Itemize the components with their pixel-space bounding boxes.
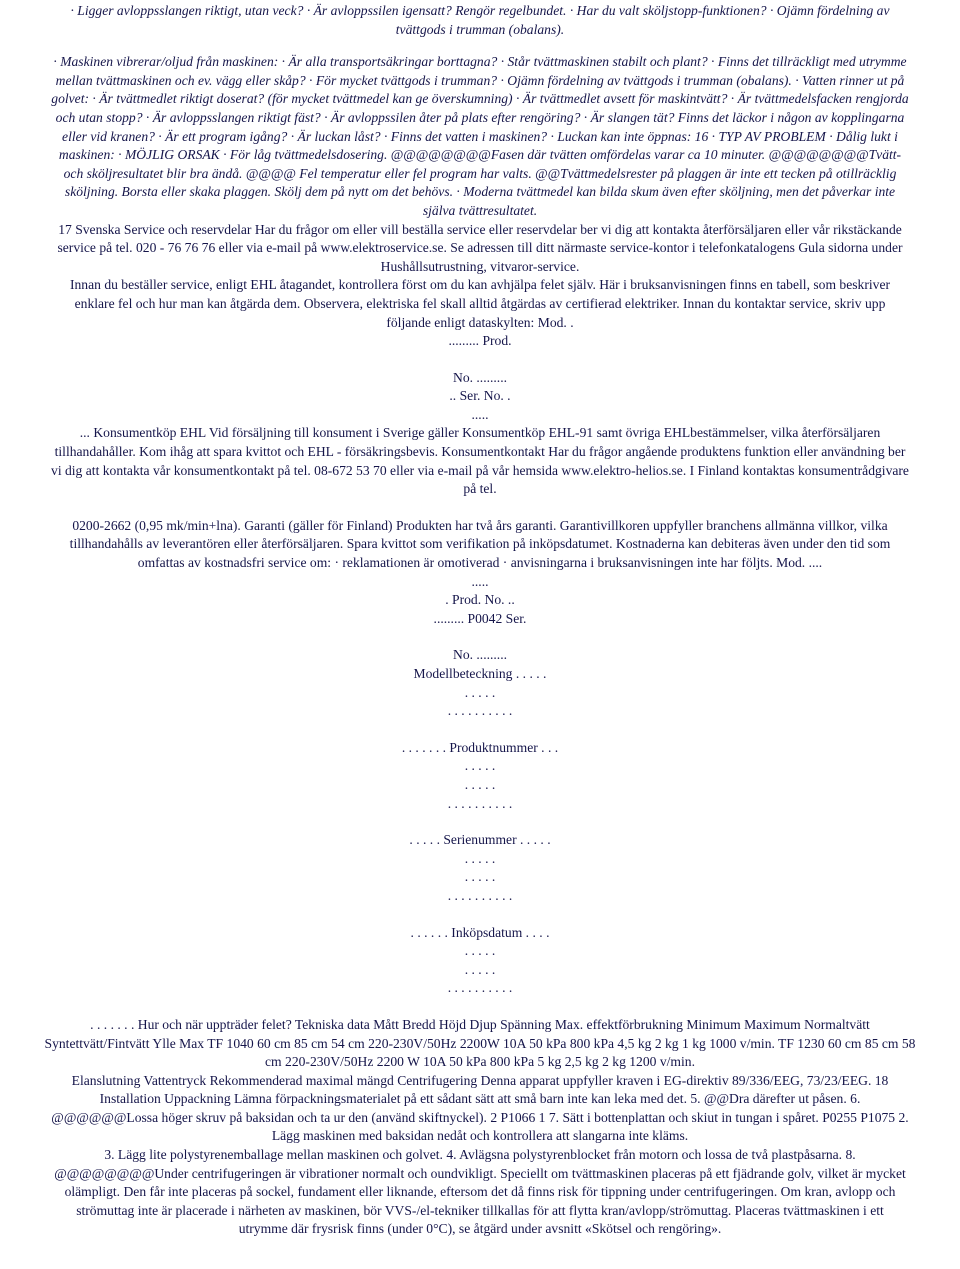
product-number-form: . . . . . . . Produktnummer . . . . . . . . . . . . . . . . . . . . . . . — [401, 739, 559, 811]
troubleshooting-drain-paragraph: · Ligger avloppsslangen riktigt, utan veck? · Är avloppssilen igensatt? Rengör regelbundet. · Har du valt sköljstopp-funktionen? · Ojämn fördelning av tvättgods i trumman (obalans). — [70, 3, 890, 37]
serial-number-lines: No. ......... .. Ser. No. . ..... — [449, 369, 511, 422]
consumer-purchase-paragraph: ... Konsumentköp EHL Vid försäljning till konsument i Sverige gäller Konsumentköp EHL-91 samt övriga EHLbestämmelser, vilka återförsäljaren tillhandahåller. Kom ihåg att spara kvittot och EHL - försäkringsbevis. Konsumentkontakt Har du frågor angående produktens funktion eller användning ber vi dig att kontakta vår konsumentkontakt på tel. 08-672 53 70 eller via e-mail på vår hemsida www.elektro-helios.se. I Finland kontaktas konsumentrådgivare på tel. — [51, 425, 909, 497]
document-page — [4, 0, 956, 1239]
before-service-paragraph: Innan du beställer service, enligt EHL åtagandet, kontrollera först om du kan avhjälpa felet själv. Här i bruksanvisningen finns en tabell, som beskriver enklare fel och hur man kan åtgärda dem. Observera, elektriska fel skall alltid åtgärdas av certifierad elektriker. Innan du kontaktar service, skriv upp följande enligt dataskylten: Mod. . ......... Prod. — [69, 277, 891, 349]
serial-number-form: . . . . . Serienummer . . . . . . . . . . . . . . . . . . . . . . . . . — [409, 832, 551, 903]
technical-data-installation-paragraph: . . . . . . . Hur och när uppträder felet? Tekniska data Mått Bredd Höjd Djup Spänning Max. effektförbrukning Minimum Maximum Normaltvätt Syntettvätt/Fintvätt Ylle Max TF 1040 60 cm 85 cm 54 cm 220-230V/50Hz 2200W 10A 50 kPa 800 kPa 4,5 kg 2 kg 1 kg 1000 v/min. TF 1230 60 cm 85 cm 58 cm 220-230V/50Hz 2200 W 10A 50 kPa 800 kPa 5 kg 2,5 kg 2 kg 1200 v/min. Elanslutning Vattentryck Rekommenderad maximal mängd Centrifugering Denna apparat uppfyller kraven i EG-direktiv 89/336/EEG, 73/23/EEG. 18 Installation Uppackning Lämna förpackningsmaterialet på ett sådant sätt att små barn inte kan leka med det. 5. @@Dra därefter ut påsen. 6. @@@@@@Lossa höger skruv på baksidan och ta ur den (använd skiftnyckel). 2 P1066 1 7. Sätt i bottenplattan och skiut in tungan i spåret. P0255 P1075 2. Lägg maskinen med baksidan nedåt och kontrollera att slangarna inte kläms. 3. Lägg lite polystyrenemballage mellan maskinen och golvet. 4. Avlägsna polystyrenblocket från motorn och lossa de två plastpåsarna. 8. @@@@@@@@Under centrifugeringen är vibrationer normalt och oundvikligt. Speciellt om tvättmaskinen placeras på ett fjädrande golv, vilket är mycket olämpligt. Den får inte placeras på sockel, fundament eller liknande, eftersom det då finns risk för tippning under centrifugeringen. Om kran, avlopp och strömuttag inte är placerade i närheten av maskinen, bör VVS-/el-tekniker tillkallas för att flytta kran/avlopp/strömuttag. Placeras tvättmaskinen i ett utrymme där frysrisk finns (under 0°C), se åtgärd under avsnitt «Skötsel och rengöring». — [44, 1016, 916, 1237]
troubleshooting-vibration-paragraph: · Maskinen vibrerar/oljud från maskinen: · Är alla transportsäkringar borttagna? · Står tvättmaskinen stabilt och plant? · Finns det tillräckligt med utrymme mellan tvättmaskinen och ev. vägg eller skåp? · För mycket tvättgods i trumman? · Ojämn fördelning av tvättgods i trumman (obalans). · Vatten rinner ut på golvet: · Är tvättmedlet riktigt doserat? (för mycket tvättmedel kan ge överskumning) · Är tvättmedlet avsett för maskintvätt? · Är tvättmedelsfacken rengjorda och utan stopp? · Är avloppsslangen riktigt fäst? · Är avloppssilen åter på plats efter rengöring? · Är slangen tät? Finns det läckor i någon av kopplingarna eller vid kranen? · Är ett program igång? · Är luckan låst? · Finns det vatten i maskinen? · Luckan kan inte öppnas: 16 · TYP AV PROBLEM · Dålig lukt i maskinen: · MÖJLIG ORSAK · För låg tvättmedelsdosering. @@@@@@@@Fasen där tvätten omfördelas varar ca 10 minuter. @@@@@@@@Tvätt- och sköljresultatet blir bra ändå. @@@@ Fel temperatur eller fel program har valts. @@Tvättmedelsrester på plaggen är inte ett tecken på otillräcklig sköljning. Borsta eller skaka plaggen. Skölj dem på nytt om det behövs. · Moderna tvättmedel kan bilda skum även efter sköljning, men det påverkar inte själva tvättresultatet. — [51, 54, 909, 218]
service-paragraph: 17 Svenska Service och reservdelar Har du frågor om eller vill beställa service eller reservdelar ber vi dig att kontakta återförsäljaren eller vår rikstäckande service på tel. 020 - 76 76 76 eller via e-mail på www.elektroservice.se. Se adressen till ditt närmaste service-kontor i telefonkatalogens Gula sidorna under Hushållsutrustning, vitvaror-service. — [57, 221, 903, 274]
model-designation-form: No. ......... Modellbeteckning . . . . . . . . . . . . . . . . . . . . — [413, 647, 547, 719]
warranty-paragraph: 0200-2662 (0,95 mk/min+lna). Garanti (gäller för Finland) Produkten har två års garanti. Garantivillkoren uppfyller branchens allmänna villkor, vilka tillhandahålls av leverantören eller återförsäljaren. Spara kvittot som verifikation på inköpsdatumet. Kostnaderna kan debiteras även under den tid som omfattas av kostnadsfri service om: · reklamationen är omotiverad · anvisningarna i bruksanvisningen inte har följts. Mod. .... ..... . Prod. No. .. ......... P0042 Ser. — [69, 517, 891, 626]
purchase-date-form: . . . . . . Inköpsdatum . . . . . . . . . . . . . . . . . . . . . . . . — [410, 924, 550, 996]
